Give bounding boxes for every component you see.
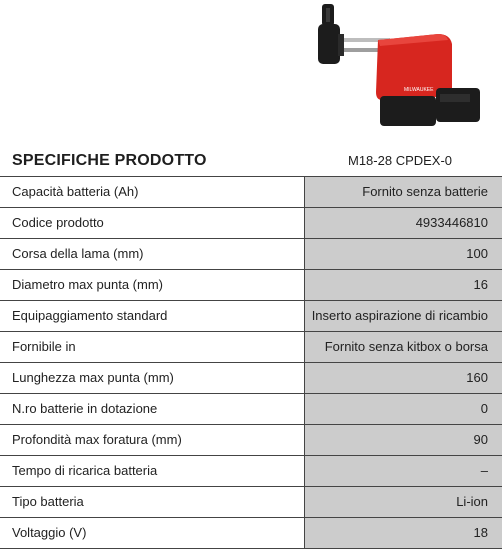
spec-value: Inserto aspirazione di ricambio: [305, 301, 502, 331]
table-row: [0, 425, 502, 456]
spec-value: 16: [305, 270, 502, 300]
spec-label: Capacità batteria (Ah): [0, 177, 305, 207]
table-row: [0, 394, 502, 425]
spec-value: –: [305, 456, 502, 486]
table-row: [0, 363, 502, 394]
spec-label: N.ro batterie in dotazione: [0, 394, 305, 424]
model-name: M18-28 CPDEX-0: [348, 153, 453, 168]
spec-label: Diametro max punta (mm): [0, 270, 305, 300]
spec-value: 100: [305, 239, 502, 269]
spec-label: Voltaggio (V): [0, 518, 305, 548]
spec-value: 160: [305, 363, 502, 393]
spec-value: 0: [305, 394, 502, 424]
page-title: SPECIFICHE PRODOTTO: [12, 152, 207, 169]
spec-label: Corsa della lama (mm): [0, 239, 305, 269]
spec-value: Fornito senza kitbox o borsa: [305, 332, 502, 362]
table-row: [0, 301, 502, 332]
spec-label: Equipaggiamento standard: [0, 301, 305, 331]
table-row: [0, 270, 502, 301]
spec-value: 18: [305, 518, 502, 548]
spec-value: Fornito senza batterie: [305, 177, 502, 207]
table-row: [0, 518, 502, 549]
spec-header: [0, 140, 502, 176]
spec-label: Lunghezza max punta (mm): [0, 363, 305, 393]
table-row: [0, 208, 502, 239]
table-row: [0, 332, 502, 363]
spec-label: Codice prodotto: [0, 208, 305, 238]
brand-logo: MILWAUKEE: [404, 87, 434, 93]
spec-label: Tipo batteria: [0, 487, 305, 517]
spec-table: [0, 176, 502, 549]
spec-value: 4933446810: [305, 208, 502, 238]
spec-label: Fornibile in: [0, 332, 305, 362]
product-image: [300, 0, 502, 140]
spec-label: Tempo di ricarica batteria: [0, 456, 305, 486]
table-row: [0, 487, 502, 518]
table-row: [0, 239, 502, 270]
dust-extractor-illustration: [300, 0, 502, 140]
table-row: [0, 177, 502, 208]
spec-label: Profondità max foratura (mm): [0, 425, 305, 455]
table-row: [0, 456, 502, 487]
spec-value: Li-ion: [305, 487, 502, 517]
spec-value: 90: [305, 425, 502, 455]
